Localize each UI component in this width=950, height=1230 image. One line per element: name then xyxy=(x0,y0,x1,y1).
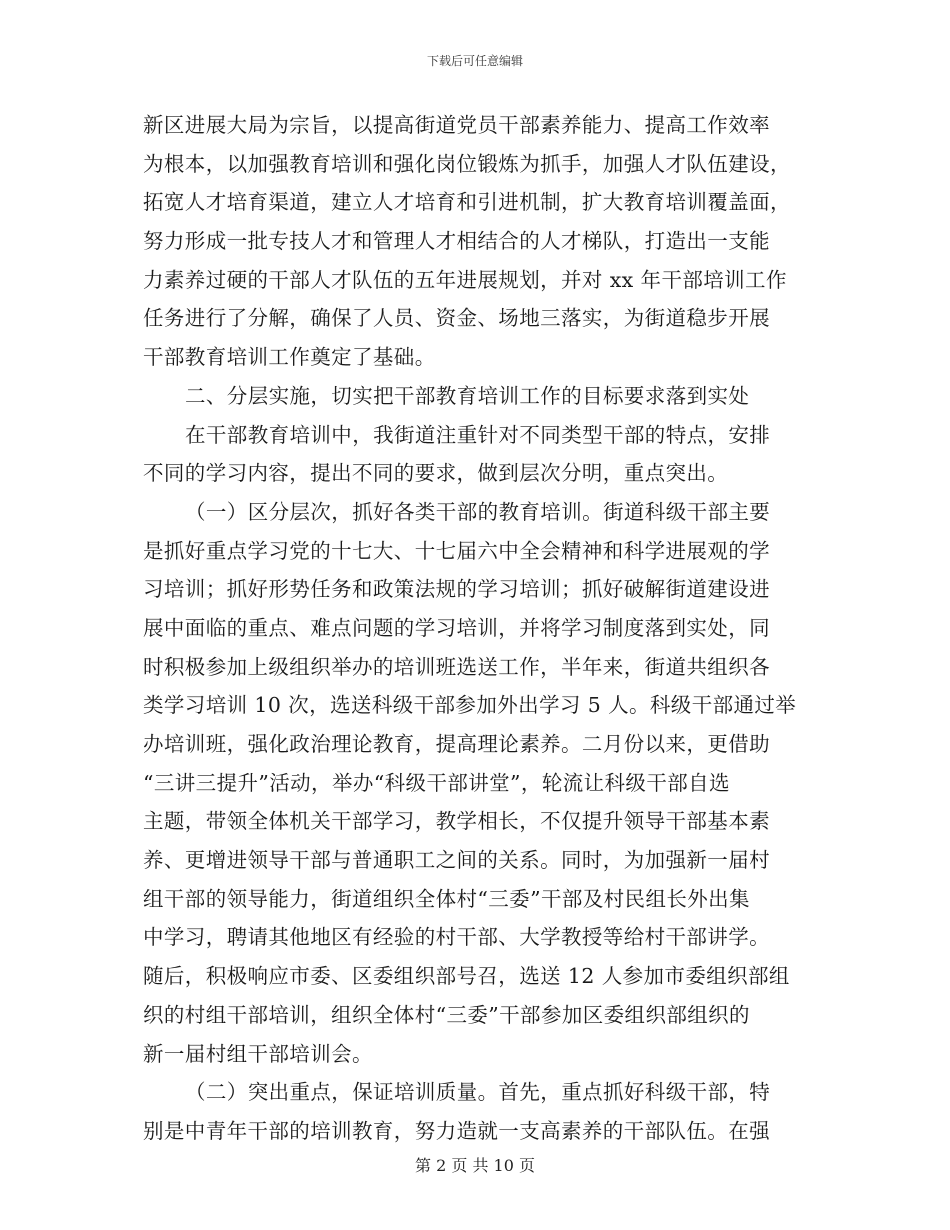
section-heading: 二、分层实施，切实把干部教育培训工作的目标要求落到实处 xyxy=(185,383,750,408)
text-line: 织的村组干部培训，组织全体村“三委”干部参加区委组织部组织的 xyxy=(143,1002,750,1027)
text-line: 组干部的领导能力，街道组织全体村“三委”干部及村民组长外出集 xyxy=(143,886,750,911)
text-line: 是抓好重点学习党的十七大、十七届六中全会精神和科学进展观的学 xyxy=(143,538,770,563)
text-line: 任务进行了分解，确保了人员、资金、场地三落实，为街道稳步开展 xyxy=(143,306,770,331)
text-line: 新一届村组干部培训会。 xyxy=(143,1041,373,1066)
text-line: 力素养过硬的干部人才队伍的五年进展规划，并对 xx 年干部培训工作 xyxy=(143,267,787,292)
text-line: 努力形成一批专技人才和管理人才相结合的人才梯队，打造出一支能 xyxy=(143,229,770,254)
text-line: 为根本，以加强教育培训和强化岗位锻炼为抓手，加强人才队伍建设， xyxy=(143,151,791,176)
document-body xyxy=(143,106,803,1151)
text-line: 养、更增进领导干部与普通职工之间的关系。同时，为加强新一届村 xyxy=(143,848,770,873)
page-number-footer: 第 2 页 共 10 页 xyxy=(415,1156,535,1175)
text-line: 干部教育培训工作奠定了基础。 xyxy=(143,345,436,370)
text-line: （一）区分层次，抓好各类干部的教育培训。街道科级干部主要 xyxy=(185,499,771,524)
text-line: 展中面临的重点、难点问题的学习培训，并将学习制度落到实处，同 xyxy=(143,615,770,640)
text-line: 时积极参加上级组织举办的培训班选送工作，半年来，街道共组织各 xyxy=(143,654,770,679)
text-line: 随后，积极响应市委、区委组织部号召，选送 12 人参加市委组织部组 xyxy=(143,964,790,989)
text-line: 主题，带领全体机关干部学习，教学相长，不仅提升领导干部基本素 xyxy=(143,809,770,834)
text-line: 中学习，聘请其他地区有经验的村干部、大学教授等给村干部讲学。 xyxy=(143,925,770,950)
text-line: 新区进展大局为宗旨，以提高街道党员干部素养能力、提高工作效率 xyxy=(143,113,770,137)
text-line: 拓宽人才培育渠道，建立人才培育和引进机制，扩大教育培训覆盖面， xyxy=(143,190,791,215)
text-line: “三讲三提升”活动，举办“科级干部讲堂”，轮流让科级干部自选 xyxy=(143,770,730,795)
text-line: 类学习培训 10 次，选送科级干部参加外出学习 5 人。科级干部通过举 xyxy=(143,693,797,718)
page-header-note: 下载后可任意编辑 xyxy=(426,54,523,68)
text-line: 习培训；抓好形势任务和政策法规的学习培训；抓好破解街道建设进 xyxy=(143,577,770,602)
text-line: （二）突出重点，保证培训质量。首先，重点抓好科级干部，特 xyxy=(185,1080,771,1105)
text-line: 在干部教育培训中，我街道注重针对不同类型干部的特点，安排 xyxy=(185,422,771,447)
text-line: 别是中青年干部的培训教育，努力造就一支高素养的干部队伍。在强 xyxy=(143,1118,770,1143)
text-line: 不同的学习内容，提出不同的要求，做到层次分明，重点突出。 xyxy=(143,461,729,486)
text-line: 办培训班，强化政治理论教育，提高理论素养。二月份以来，更借助 xyxy=(143,732,770,756)
